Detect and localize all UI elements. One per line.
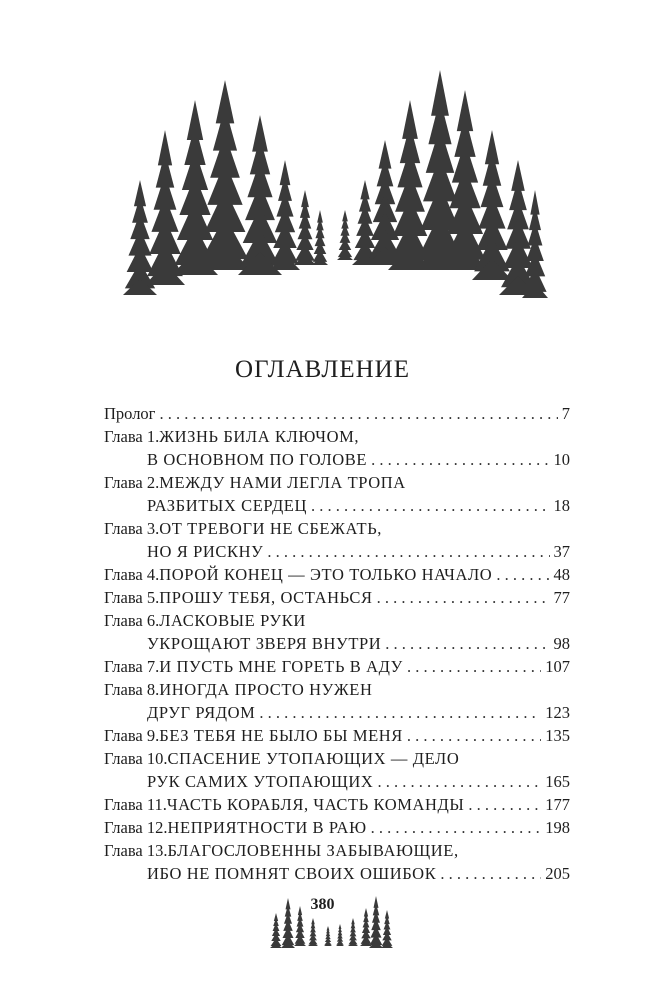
toc-page-number: 205	[545, 864, 570, 883]
toc-entry	[104, 425, 570, 471]
toc-page-number: 10	[553, 450, 570, 469]
chapter-title: Пролог	[104, 404, 156, 423]
chapter-number: Глава 8.	[104, 680, 160, 699]
fir-tree	[294, 190, 316, 265]
fir-tree	[337, 210, 353, 260]
leader-dots	[377, 586, 550, 609]
toc-entry	[104, 471, 570, 517]
toc-line	[104, 770, 570, 793]
leader-dots	[468, 793, 541, 816]
chapter-title: ЖИЗНЬ БИЛА КЛЮЧОМ,	[159, 427, 360, 446]
toc-page-number: 48	[553, 565, 570, 584]
toc-entry	[104, 586, 570, 609]
leader-dots	[407, 724, 541, 747]
chapter-title: ЛАСКОВЫЕ РУКИ	[159, 611, 306, 630]
chapter-title: ОТ ТРЕВОГИ НЕ СБЕЖАТЬ,	[159, 519, 383, 538]
fir-tree	[270, 160, 300, 270]
leader-dots	[159, 402, 557, 425]
toc-page-number: 198	[545, 818, 570, 837]
fir-tree	[312, 210, 328, 265]
toc-line	[104, 862, 570, 885]
toc-page-number: 135	[545, 726, 570, 745]
toc-line	[104, 402, 570, 425]
toc-line	[104, 609, 570, 632]
chapter-title: НО Я РИСКНУ	[147, 542, 264, 561]
toc-line	[104, 517, 570, 540]
leader-dots	[371, 816, 542, 839]
toc-entry	[104, 402, 570, 425]
fir-tree	[238, 115, 282, 275]
forest-illustration	[120, 60, 550, 305]
chapter-title: И ПУСТЬ МНЕ ГОРЕТЬ В АДУ	[159, 657, 403, 676]
toc-entry	[104, 793, 570, 816]
toc-line	[104, 701, 570, 724]
chapter-number: Глава 13.	[104, 841, 168, 860]
toc-entry	[104, 609, 570, 655]
chapter-title: ПРОШУ ТЕБЯ, ОСТАНЬСЯ	[159, 588, 373, 607]
chapter-number: Глава 1.	[104, 427, 160, 446]
leader-dots	[371, 448, 549, 471]
leader-dots	[259, 701, 541, 724]
chapter-title: МЕЖДУ НАМИ ЛЕГЛА ТРОПА	[159, 473, 406, 492]
toc-page-number: 77	[553, 588, 570, 607]
toc-page-number: 177	[545, 795, 570, 814]
toc-line	[104, 563, 570, 586]
fir-tree	[381, 910, 393, 948]
chapter-number: Глава 7.	[104, 657, 160, 676]
chapter-title: СПАСЕНИЕ УТОПАЮЩИХ — ДЕЛО	[167, 749, 460, 768]
toc-entry	[104, 678, 570, 724]
toc-entry	[104, 816, 570, 839]
toc-page-number: 7	[561, 404, 570, 423]
toc-line	[104, 586, 570, 609]
toc-line	[104, 471, 570, 494]
toc-entry	[104, 517, 570, 563]
leader-dots	[311, 494, 549, 517]
toc-line	[104, 540, 570, 563]
chapter-number: Глава 3.	[104, 519, 160, 538]
toc-line	[104, 839, 570, 862]
chapter-number: Глава 6.	[104, 611, 160, 630]
toc-line	[104, 632, 570, 655]
toc-entry	[104, 747, 570, 793]
toc-line	[104, 747, 570, 770]
chapter-number: Глава 5.	[104, 588, 160, 607]
leader-dots	[385, 632, 549, 655]
toc-line	[104, 655, 570, 678]
toc-page-number: 165	[545, 772, 570, 791]
chapter-title: В ОСНОВНОМ ПО ГОЛОВЕ	[147, 450, 368, 469]
fir-tree	[199, 80, 251, 270]
leader-dots	[496, 563, 549, 586]
toc-page-number: 18	[553, 496, 570, 515]
chapter-number: Глава 9.	[104, 726, 160, 745]
page-number-text: 380	[308, 896, 338, 913]
chapter-title: ПОРОЙ КОНЕЦ — ЭТО ТОЛЬКО НАЧАЛО	[159, 565, 493, 584]
toc-line	[104, 678, 570, 701]
fir-tree	[308, 918, 318, 946]
fir-tree	[336, 924, 344, 946]
toc-line	[104, 425, 570, 448]
toc-entry	[104, 563, 570, 586]
toc-page-number: 123	[545, 703, 570, 722]
chapter-title: БЛАГОСЛОВЕННЫ ЗАБЫВАЮЩИЕ,	[167, 841, 459, 860]
chapter-title: ИНОГДА ПРОСТО НУЖЕН	[159, 680, 373, 699]
toc-entry	[104, 839, 570, 885]
fir-tree	[348, 918, 358, 946]
fir-tree	[270, 913, 282, 948]
toc-line	[104, 724, 570, 747]
chapter-title: БЕЗ ТЕБЯ НЕ БЫЛО БЫ МЕНЯ	[159, 726, 403, 745]
toc-entry	[104, 724, 570, 747]
toc-page-number: 37	[553, 542, 570, 561]
toc-page-number: 107	[545, 657, 570, 676]
leader-dots	[440, 862, 541, 885]
toc-line	[104, 494, 570, 517]
chapter-title: ИБО НЕ ПОМНЯТ СВОИХ ОШИБОК	[147, 864, 437, 883]
chapter-number: Глава 11.	[104, 795, 167, 814]
toc-page-number: 98	[553, 634, 570, 653]
page-title: ОГЛАВЛЕНИЕ	[235, 356, 410, 383]
chapter-title: ЧАСТЬ КОРАБЛЯ, ЧАСТЬ КОМАНДЫ	[166, 795, 465, 814]
table-of-contents	[104, 402, 570, 885]
chapter-title: РАЗБИТЫХ СЕРДЕЦ	[147, 496, 308, 515]
leader-dots	[267, 540, 549, 563]
toc-line	[104, 816, 570, 839]
fir-tree	[324, 926, 332, 946]
toc-entry	[104, 655, 570, 678]
chapter-title: ДРУГ РЯДОМ	[147, 703, 256, 722]
chapter-title: УКРОЩАЮТ ЗВЕРЯ ВНУТРИ	[147, 634, 382, 653]
leader-dots	[377, 770, 541, 793]
toc-line	[104, 448, 570, 471]
chapter-title: РУК САМИХ УТОПАЮЩИХ	[147, 772, 374, 791]
chapter-number: Глава 2.	[104, 473, 160, 492]
chapter-title: НЕПРИЯТНОСТИ В РАЮ	[167, 818, 367, 837]
chapter-number: Глава 4.	[104, 565, 160, 584]
page-number	[0, 896, 645, 914]
leader-dots	[407, 655, 541, 678]
chapter-number: Глава 12.	[104, 818, 168, 837]
chapter-number: Глава 10.	[104, 749, 168, 768]
toc-line	[104, 793, 570, 816]
